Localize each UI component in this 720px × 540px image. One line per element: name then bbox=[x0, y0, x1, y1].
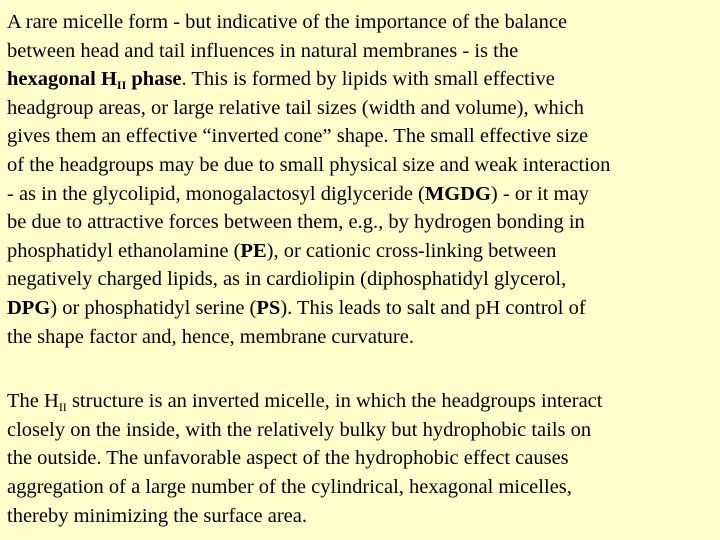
text-span: - as in the glycolipid, monogalactosyl diglyceride ( bbox=[7, 182, 425, 205]
text-span: . This is formed by lipids with small effective bbox=[181, 68, 555, 91]
text-span: headgroup areas, or large relative tail sizes (width and volume), which bbox=[7, 96, 584, 119]
subscript-ii: II bbox=[116, 78, 127, 93]
text-span: phosphatidyl ethanolamine ( bbox=[7, 239, 241, 262]
text-span: thereby minimizing the surface area. bbox=[7, 504, 307, 527]
abbr-dpg: DPG bbox=[7, 296, 51, 319]
text-span: of the headgroups may be due to small physical size and weak interaction bbox=[7, 153, 611, 176]
text-line bbox=[7, 502, 714, 531]
text-span: the shape factor and, hence, membrane curvature. bbox=[7, 325, 414, 348]
text-line bbox=[7, 65, 714, 94]
text-span: structure is an inverted micelle, in which the headgroups interact bbox=[66, 390, 603, 413]
text-span: be due to attractive forces between them, e.g., by hydrogen bonding in bbox=[7, 211, 585, 234]
term-hexagonal-h: hexagonal H bbox=[7, 68, 117, 91]
text-line bbox=[7, 294, 714, 323]
text-line bbox=[7, 237, 714, 266]
paragraph-spacer bbox=[7, 351, 714, 387]
text-line bbox=[7, 151, 714, 180]
text-span: ). This leads to salt and pH control of bbox=[280, 296, 586, 319]
text-span: closely on the inside, with the relatively bulky but hydrophobic tails on bbox=[7, 418, 592, 441]
text-span: ) - or it may bbox=[490, 182, 589, 205]
text-line bbox=[7, 122, 714, 151]
text-span: the outside. The unfavorable aspect of the hydrophobic effect causes bbox=[7, 447, 569, 470]
text-line bbox=[7, 473, 714, 502]
paragraph-hexagonal-phase bbox=[7, 8, 714, 351]
text-line bbox=[7, 180, 714, 209]
text-line bbox=[7, 265, 714, 294]
paragraph-inverted-micelle bbox=[7, 387, 714, 530]
abbr-pe: PE bbox=[240, 239, 267, 262]
text-line bbox=[7, 37, 714, 66]
subscript-ii: II bbox=[58, 400, 67, 415]
text-line bbox=[7, 94, 714, 123]
text-line bbox=[7, 8, 714, 37]
term-phase: phase bbox=[126, 68, 182, 91]
text-span: negatively charged lipids, as in cardiolipin (diphosphatidyl glycerol, bbox=[7, 268, 567, 291]
text-line bbox=[7, 387, 714, 416]
text-span: The H bbox=[7, 390, 59, 413]
text-span: ), or cationic cross-linking between bbox=[266, 239, 557, 262]
text-span: aggregation of a large number of the cylindrical, hexagonal micelles, bbox=[7, 475, 572, 498]
text-span: gives them an effective “inverted cone” shape. The small effective size bbox=[7, 125, 589, 148]
text-span: between head and tail influences in natural membranes - is the bbox=[7, 39, 519, 62]
text-line bbox=[7, 323, 714, 352]
text-span: A rare micelle form - but indicative of the importance of the balance bbox=[7, 11, 568, 33]
text-line bbox=[7, 416, 714, 445]
text-line bbox=[7, 208, 714, 237]
abbr-mgdg: MGDG bbox=[424, 182, 491, 205]
text-line bbox=[7, 444, 714, 473]
text-span: ) or phosphatidyl serine ( bbox=[50, 296, 257, 319]
abbr-ps: PS bbox=[256, 296, 281, 319]
